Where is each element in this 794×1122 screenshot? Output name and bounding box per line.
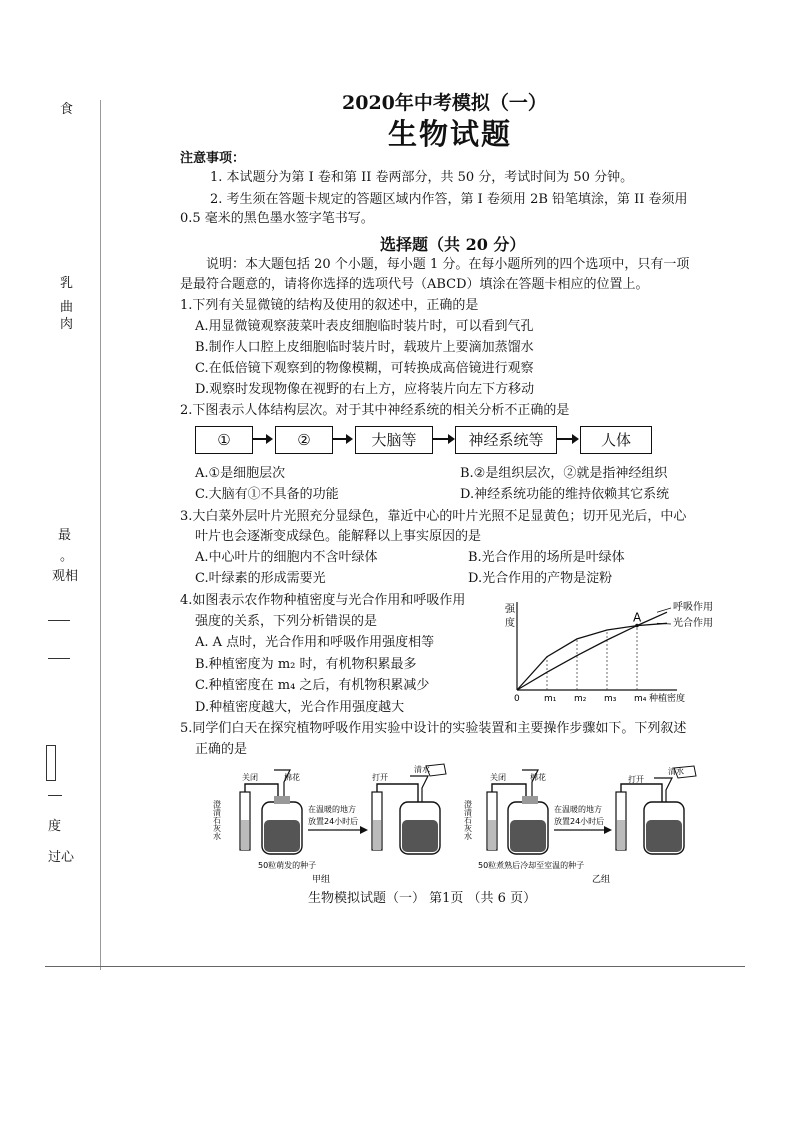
apparatus-b-open [616, 766, 696, 854]
flow-arrow [253, 438, 271, 440]
flow-box-tissue: ② [275, 426, 333, 454]
flow-arrow [557, 438, 577, 440]
option-d: D.种植密度越大，光合作用强度越大 [195, 700, 405, 715]
page-footer: 生物模拟试题（一） 第1页 （共 6 页） [308, 891, 537, 906]
margin-char: 乳 [60, 276, 74, 291]
margin-dash [48, 658, 70, 659]
process-arrow [308, 804, 368, 834]
margin-char: 观相 [52, 569, 79, 584]
label-open: 打开 [372, 773, 388, 782]
question-stem: 1.下列有关显微镜的结构及使用的叙述中，正确的是 [180, 298, 479, 313]
apparatus-b-closed [464, 770, 549, 854]
question-stem: 强度的关系，下列分析错误的是 [195, 614, 378, 629]
margin-char: 曲 [60, 300, 74, 315]
y-axis-label: 度 [505, 618, 515, 629]
label-open: 打开 [628, 775, 644, 784]
notice-item: 2. 考生须在答题卡规定的答题区域内作答，第 I 卷须用 2B 铅笔填涂，第 II 卷须用 [210, 192, 688, 207]
flow-box-organ: 大脑等 [355, 426, 433, 454]
label-time: 放置24小时后 [554, 817, 605, 826]
question-stem: 叶片也会逐渐变成绿色。能解释以上事实原因的是 [195, 529, 482, 544]
option-c: C.在低倍镜下观察到的物像模糊，可转换成高倍镜进行观察 [195, 361, 534, 376]
series-leader [657, 608, 671, 612]
binding-line [100, 100, 101, 970]
label-group-a: 甲组 [312, 875, 331, 885]
margin-char: 。 [60, 549, 74, 564]
label-cotton: 棉花 [284, 773, 300, 782]
apparatus-a-closed [213, 770, 303, 854]
flow-arrow [333, 438, 351, 440]
question-stem: 5.同学们白天在探究植物呼吸作用实验中设计的实验装置和主要操作步骤如下。下列叙述 [180, 721, 687, 736]
label-close: 关闭 [490, 773, 506, 782]
series-label: 光合作用 [673, 618, 713, 629]
x-tick-label: 0 [514, 694, 520, 704]
option-b: B.种植密度为 m₂ 时，有机物积累最多 [195, 657, 417, 672]
x-tick-label: m₃ [604, 694, 617, 704]
question-stem: 4.如图表示农作物种植密度与光合作用和呼吸作用 [180, 593, 466, 608]
question-stem: 2.下图表示人体结构层次。对于其中神经系统的相关分析不正确的是 [180, 403, 570, 418]
margin-char: 最 [58, 528, 72, 543]
label-cotton: 棉花 [530, 773, 546, 782]
flow-box-cell: ① [195, 426, 253, 454]
x-axis-label: 种植密度 [649, 694, 686, 704]
label-water: 清水 [668, 767, 684, 776]
flow-box-system: 神经系统等 [455, 426, 557, 454]
label-place: 在温暖的地方 [308, 805, 356, 814]
notice-item: 0.5 毫米的黑色墨水签字笔书写。 [180, 211, 374, 226]
label-limewater: 澄清石灰水 [463, 800, 473, 840]
margin-char: 肉 [60, 317, 74, 332]
label-place: 在温暖的地方 [554, 805, 602, 814]
exam-title: 2020年中考模拟（一） [342, 92, 547, 114]
option-c: C.种植密度在 m₄ 之后，有机物积累减少 [195, 678, 430, 693]
option-c: C.叶绿素的形成需要光 [195, 571, 326, 586]
x-tick-label: m₁ [544, 694, 557, 704]
flow-box-body: 人体 [580, 426, 652, 454]
notice-heading: 注意事项： [180, 151, 246, 166]
margin-dash [48, 620, 70, 621]
option-a: A.①是细胞层次 [195, 466, 286, 481]
question-stem: 3.大白菜外层叶片光照充分显绿色，靠近中心的叶片光照不足显黄色；切开见光后，中心 [180, 509, 687, 524]
label-time: 放置24小时后 [308, 817, 359, 826]
margin-box [46, 745, 56, 781]
option-d: D.观察时发现物像在视野的右上方，应将装片向左下方移动 [195, 382, 535, 397]
label-close: 关闭 [242, 773, 258, 782]
point-a-label: A [633, 610, 642, 625]
label-limewater: 澄清石灰水 [212, 800, 222, 840]
option-d: D.光合作用的产物是淀粉 [468, 571, 613, 586]
label-seeds-b: 50粒煮熟后冷却至室温的种子 [478, 861, 585, 870]
flow-arrow [433, 438, 453, 440]
option-b: B.制作人口腔上皮细胞临时装片时，载玻片上要滴加蒸馏水 [195, 340, 534, 355]
section-desc: 是最符合题意的，请将你选择的选项代号（ABCD）填涂在答题卡相应的位置上。 [180, 277, 649, 292]
margin-dash [48, 795, 62, 796]
notice-item: 1. 本试题分为第 I 卷和第 II 卷两部分，共 50 分，考试时间为 50 分钟。 [210, 170, 634, 185]
bottom-border-line [45, 966, 745, 967]
series-label: 呼吸作用 [673, 602, 713, 613]
option-a: A.中心叶片的细胞内不含叶绿体 [195, 550, 378, 565]
option-a: A. A 点时，光合作用和呼吸作用强度相等 [195, 635, 435, 650]
option-b: B.光合作用的场所是叶绿体 [468, 550, 625, 565]
x-tick-label: m₂ [574, 694, 587, 704]
apparatus-a-open [372, 764, 446, 854]
margin-char: 度 [48, 819, 62, 834]
process-arrow [554, 804, 612, 834]
margin-char: 过心 [48, 850, 75, 865]
subject-title: 生物试题 [388, 117, 513, 151]
label-water: 清水 [414, 765, 430, 774]
option-c: C.大脑有①不具备的功能 [195, 487, 339, 502]
section-desc: 说明：本大题包括 20 个小题，每小题 1 分。在每小题所列的四个选项中，只有一项 [206, 257, 690, 272]
x-tick-label: m₄ [634, 694, 647, 704]
experiment-apparatus [200, 762, 720, 887]
label-seeds-a: 50粒萌发的种子 [258, 861, 317, 870]
label-group-b: 乙组 [592, 875, 611, 885]
margin-char: 食 [60, 102, 74, 117]
series-line-0 [517, 612, 667, 690]
section-title: 选择题（共 20 分） [380, 235, 526, 254]
question-stem: 正确的是 [195, 742, 248, 757]
density-chart [495, 594, 725, 706]
series-line-1 [517, 623, 667, 690]
option-a: A.用显微镜观察菠菜叶表皮细胞临时装片时，可以看到气孔 [195, 319, 534, 334]
y-axis-label: 强 [505, 604, 515, 615]
option-d: D.神经系统功能的维持依赖其它系统 [460, 487, 670, 502]
option-b: B.②是组织层次，②就是指神经组织 [460, 466, 668, 481]
